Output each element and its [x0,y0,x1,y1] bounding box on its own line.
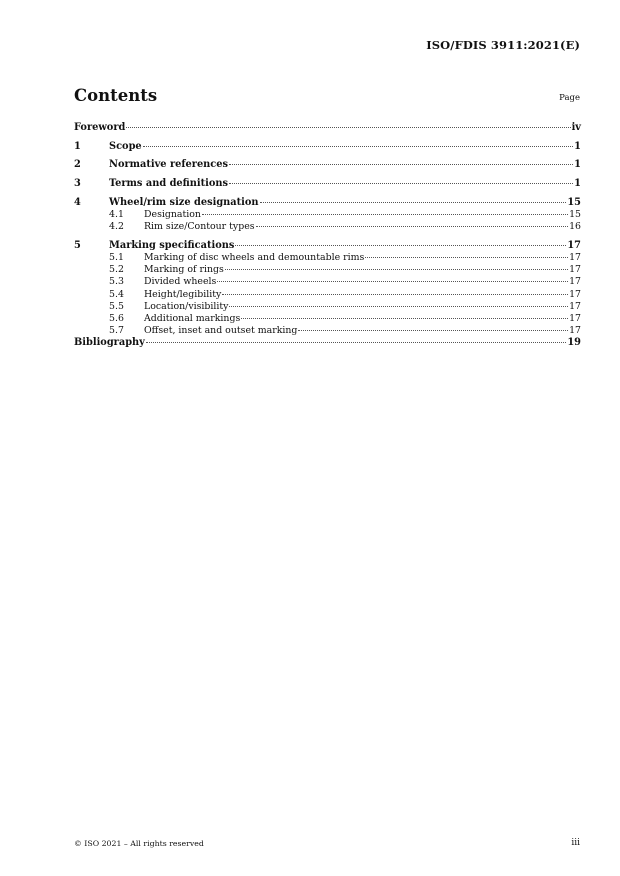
toc-leader [202,214,568,215]
toc-leader [365,257,568,258]
toc-entry-number: 4.1 [109,208,124,220]
toc-entry-number: 4.2 [109,221,124,233]
toc-leader [126,127,570,128]
toc-entry-label: Offset, inset and outset marking [144,325,298,337]
toc-leader [229,164,573,165]
toc-entry-label: Marking of disc wheels and demountable rims [144,252,365,263]
toc-subentry[interactable] [74,252,581,264]
toc-entry-page: 17 [569,325,581,337]
toc-entry-label: Location/visibility [144,300,229,312]
table-of-contents [74,122,581,350]
copyright-notice: © ISO 2021 – All rights reserved [74,839,204,848]
toc-subentry[interactable] [74,289,581,301]
toc-subentry[interactable] [74,264,581,276]
toc-entry-number: 5.3 [109,276,124,288]
toc-entry-label: Normative references [109,159,229,171]
page-title: Contents [74,86,158,105]
toc-entry-label: Scope [109,140,142,152]
toc-entry-label: Additional markings [144,312,241,324]
toc-entry-label: Bibliography [74,337,145,349]
toc-leader [241,318,568,319]
toc-entry-number: 3 [74,178,81,190]
toc-subentry[interactable] [74,209,581,221]
toc-entry-page: 16 [569,221,581,233]
toc-entry[interactable] [74,178,581,190]
toc-leader [298,330,568,331]
toc-entry[interactable] [74,197,581,209]
toc-entry-page: 1 [574,140,581,152]
toc-entry-page: 17 [569,288,581,300]
toc-entry-page: 17 [569,300,581,312]
toc-entry-number: 4 [74,196,81,208]
toc-subentry[interactable] [74,313,581,325]
toc-entry-number: 5 [74,239,81,251]
toc-entry-label: Marking of rings [144,264,224,276]
toc-entry-label: Divided wheels [144,276,217,288]
toc-entry-page: 15 [569,208,581,220]
toc-entry-label: Marking specifications [109,239,235,251]
toc-entry-number: 5.7 [109,325,124,337]
toc-entry-number: 1 [74,140,81,152]
toc-entry-label: Wheel/rim size designation [109,196,259,208]
toc-entry-label: Terms and definitions [109,178,229,190]
toc-entry-page: 17 [569,312,581,324]
toc-entry-label: Foreword [74,122,126,133]
page-column-label: Page [559,93,580,103]
toc-entry-page: 17 [569,252,581,263]
toc-entry-number: 5.5 [109,300,124,312]
toc-entry-number: 5.6 [109,312,124,324]
toc-entry-number: 2 [74,159,81,171]
toc-subentry[interactable] [74,276,581,288]
toc-leader [146,342,567,343]
toc-entry-label: Designation [144,208,201,220]
toc-entry-page: 17 [569,276,581,288]
toc-leader [256,226,568,227]
toc-subentry[interactable] [74,325,581,337]
toc-entry-page: 1 [574,159,581,171]
toc-entry-page: 17 [569,264,581,276]
toc-entry[interactable] [74,337,581,349]
toc-leader [235,245,566,246]
toc-leader [222,294,568,295]
document-id: ISO/FDIS 3911:2021(E) [426,38,580,52]
toc-entry[interactable] [74,141,581,153]
toc-entry-label: Height/legibility [144,288,222,300]
toc-entry-page: 19 [567,337,581,349]
toc-entry-number: 5.2 [109,264,124,276]
toc-leader [229,306,568,307]
toc-leader [260,202,567,203]
toc-entry-page: 1 [574,178,581,190]
toc-leader [229,183,573,184]
toc-leader [225,269,568,270]
toc-entry-page: 17 [567,239,581,251]
toc-subentry[interactable] [74,301,581,313]
toc-entry[interactable] [74,240,581,252]
toc-entry[interactable] [74,159,581,171]
toc-leader [217,281,568,282]
toc-entry-number: 5.1 [109,252,124,263]
toc-entry[interactable] [74,122,581,134]
toc-entry-page: iv [571,122,581,133]
page-number: iii [571,838,580,848]
toc-entry-number: 5.4 [109,288,124,300]
toc-entry-page: 15 [567,196,581,208]
toc-entry-label: Rim size/Contour types [144,221,255,233]
toc-subentry[interactable] [74,221,581,233]
toc-leader [143,146,574,147]
